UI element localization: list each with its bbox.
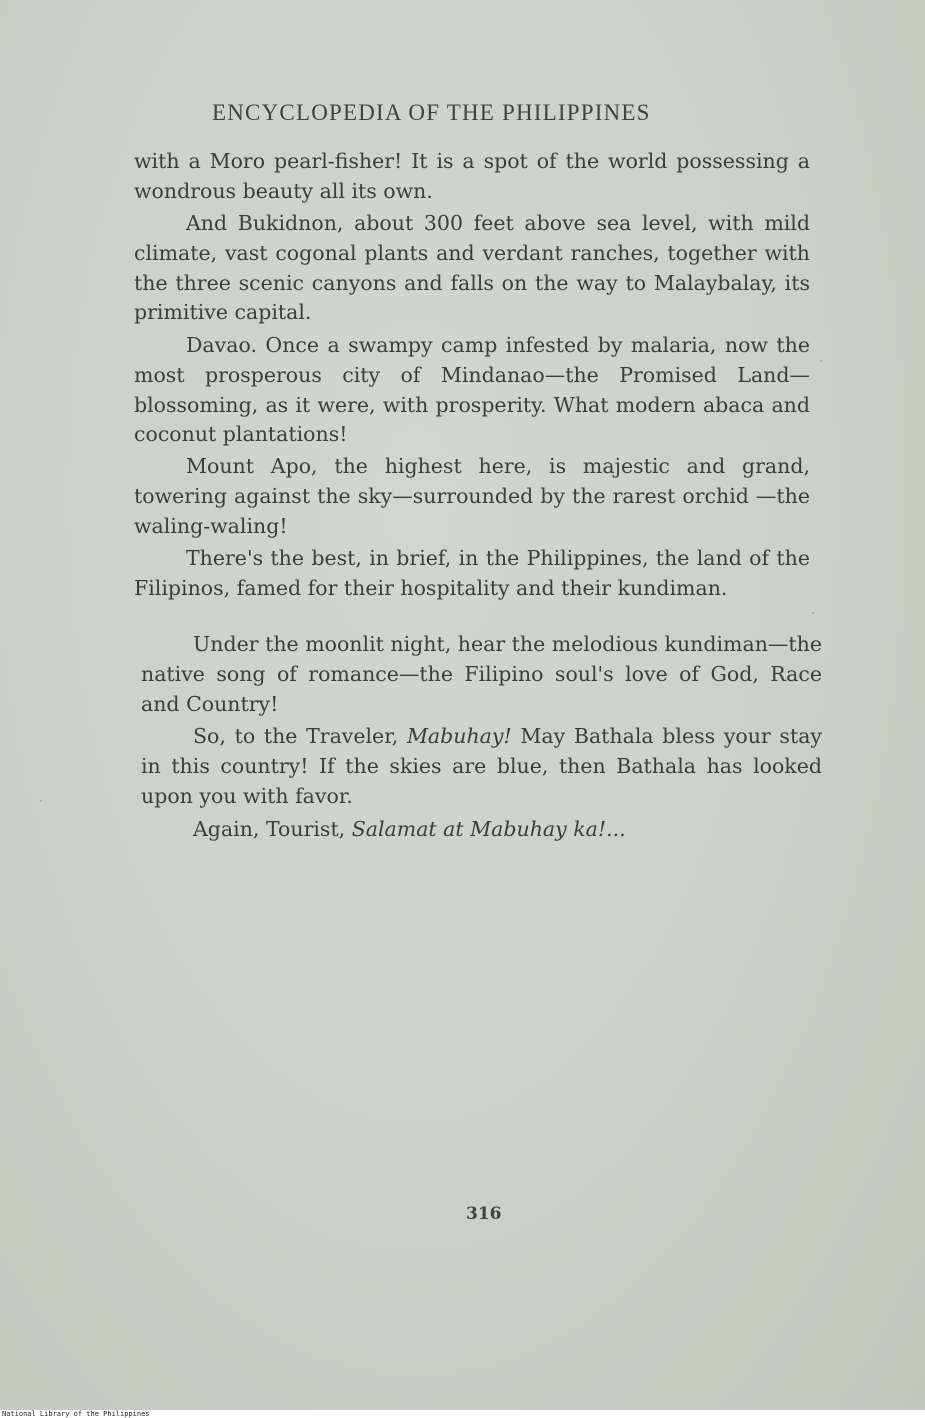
paragraph-davao: Davao. Once a swampy camp infested by malaria, now the most prosperous city of Mindanao—the Promised Land—blossoming, as it were, with prosperity. What modern abaca and coconut plantations!	[134, 333, 810, 447]
paragraph-moro-pearl: with a Moro pearl-fisher! It is a spot of the world possessing a wondrous beauty all its own.	[134, 149, 810, 203]
salamat-phrase: Salamat at Mabuhay ka!...	[351, 817, 626, 841]
paragraph-closing	[141, 815, 822, 845]
paper-speck	[40, 800, 42, 802]
paragraph-bukidnon: And Bukidnon, about 300 feet above sea level, with mild climate, vast cogonal plants and verdant ranches, together with the three scenic canyons and falls on the way to Malaybalay, its primitive capital.	[134, 211, 810, 325]
paper-speck	[812, 612, 814, 614]
paragraph-mount-apo: Mount Apo, the highest here, is majestic and grand, towering against the sky—surrounded by the rarest orchid —the waling-waling!	[134, 454, 810, 538]
page-number: 316	[466, 1204, 502, 1224]
running-header: ENCYCLOPEDIA OF THE PHILIPPINES	[212, 100, 651, 125]
closing-lead: Again, Tourist,	[193, 817, 352, 841]
library-attribution: National Library of the Philippines	[2, 1410, 925, 1418]
mabuhay-greeting: Mabuhay!	[406, 724, 512, 748]
traveler-lead: So, to the Traveler,	[193, 724, 407, 748]
paper-speck	[820, 360, 822, 362]
paragraph-traveler	[141, 722, 822, 811]
paragraph-kundiman: Under the moonlit night, hear the melodious kundiman—the native song of romance—the Filipino soul's love of God, Race and Country!	[141, 632, 822, 716]
paragraph-philippines-best: There's the best, in brief, in the Philippines, the land of the Filipinos, famed for their hospitality and their kundiman.	[134, 546, 810, 600]
traveler-rest: May Bathala bless your stay in this country! If the skies are blue, then Bathala has looked upon you with favor.	[141, 724, 822, 808]
